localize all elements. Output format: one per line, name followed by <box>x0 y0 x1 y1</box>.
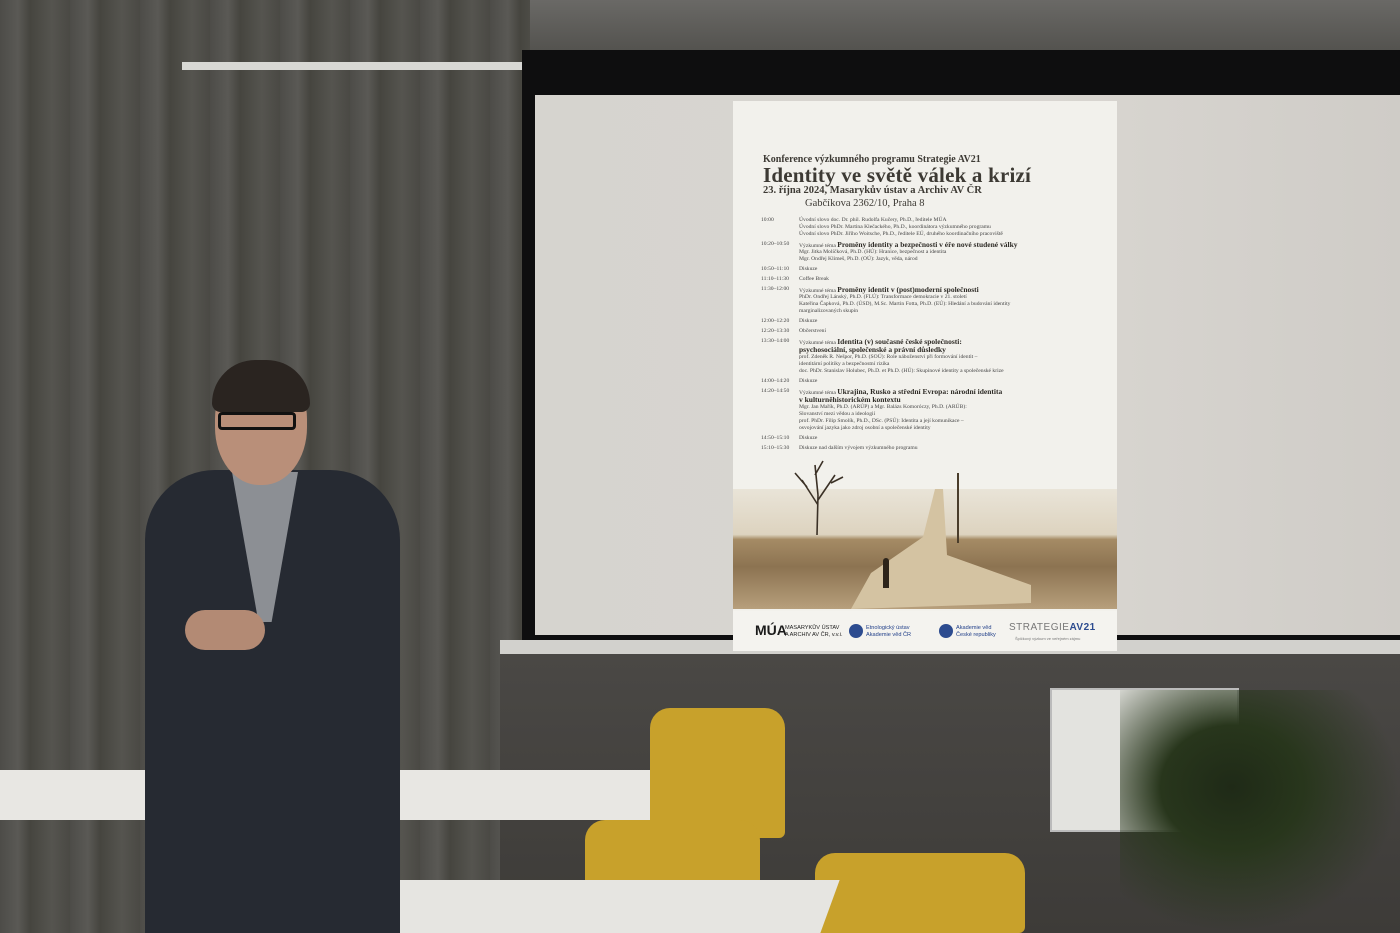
topic-title-line2: psychosociální, společenské a právní důsledky <box>799 345 946 354</box>
schedule-line: Kateřina Čapková, Ph.D. (ÚSD), M.Sc. Martin Fotta, Ph.D. (EÚ): Hledání a budování identity <box>799 301 1011 307</box>
topic-title: Proměny identity a bezpečnosti v éře nové studené války <box>837 240 1018 249</box>
schedule-line: Diskuze nad dalším vývojem výzkumného programu <box>799 445 918 451</box>
eu-logo-icon <box>849 624 863 638</box>
schedule-line: prof. Zdeněk R. Nešpor, Ph.D. (SOÚ): Role náboženství při formování identit – <box>799 354 978 360</box>
schedule-line: osvojování jazyka jako zdroj osobní a společenské identity <box>799 425 931 431</box>
topic-title-line2: v kulturněhistorickém kontextu <box>799 395 901 404</box>
schedule-line: doc. PhDr. Stanislav Holubec, Ph.D. et Ph.D. (HÚ): Skupinové identity a společenské krize <box>799 368 1004 374</box>
schedule-time: 13:30–14:00 <box>761 338 790 344</box>
logo-strip <box>733 611 1117 651</box>
utility-pole <box>957 473 959 543</box>
schedule-time: 12:00–12:20 <box>761 318 790 324</box>
presenter-hands <box>185 610 265 650</box>
schedule-line: identitární politiky a bezpečnostní rizika <box>799 361 890 367</box>
conference-poster <box>733 101 1117 651</box>
strategie-tagline: Špičkový výzkum ve veřejném zájmu <box>1015 636 1081 641</box>
schedule-line: Mgr. Jan Mařík, Ph.D. (ARÚP) a Mgr. Balázs Komoróczy, Ph.D. (ARÚB): <box>799 404 967 410</box>
schedule-time: 14:00–14:20 <box>761 378 790 384</box>
schedule-line: marginalizovaných skupin <box>799 308 859 314</box>
topic-prefix: Výzkumné téma <box>799 288 836 294</box>
chair <box>815 853 1025 933</box>
schedule-time: 10:00 <box>761 217 774 223</box>
schedule-line: Coffee Break <box>799 276 829 282</box>
topic-title: Proměny identit v (post)moderní společnosti <box>837 285 979 294</box>
schedule-line: Občerstvení <box>799 328 827 334</box>
poster-title: Identity ve světě válek a krizí <box>763 163 1032 187</box>
schedule-line: Mgr. Ondřej Klimeš, Ph.D. (OÚ): Jazyk, věda, národ <box>799 256 918 262</box>
schedule-time: 11:10–11:30 <box>761 276 789 282</box>
schedule-line: prof. PhDr. Filip Smolík, Ph.D., DSc. (PSÚ): Identita a její komunikace – <box>799 418 964 424</box>
schedule-time: 10:50–11:10 <box>761 266 790 272</box>
schedule-line: Úvodní slovo doc. Dr. phil. Rudolfa Kučery, Ph.D., ředitele MÚA <box>799 217 947 223</box>
poster-address: Gabčíkova 2362/10, Praha 8 <box>805 198 925 209</box>
plant <box>1120 690 1400 933</box>
mua-logo-text: MASARYKŮV ÚSTAV A ARCHIV AV ČR, v.v.i. <box>785 625 843 638</box>
schedule-time: 14:50–15:10 <box>761 435 790 441</box>
schedule-line: Diskuze <box>799 378 818 384</box>
schedule-line: PhDr. Ondřej Lánský, Ph.D. (FLÚ): Transformace demokracie v 21. století <box>799 294 967 300</box>
schedule-line: Mgr. Jitka Molíčková, Ph.D. (HÚ): Hranice, bezpečnost a identita <box>799 249 947 255</box>
schedule-time: 14:20–14:50 <box>761 388 790 394</box>
topic-prefix: Výzkumné téma <box>799 243 836 249</box>
topic-prefix: Výzkumné téma <box>799 390 836 396</box>
av-logo-icon <box>939 624 953 638</box>
poster-subtitle: Konference výzkumného programu Strategie AV21 <box>763 154 981 165</box>
schedule-line: Slovanství mezi vědou a ideologií <box>799 411 876 417</box>
schedule-time: 15:10–15:30 <box>761 445 790 451</box>
topic-title: Identita (v) současné české společnosti: <box>837 337 962 346</box>
ceiling-rail <box>182 62 522 70</box>
strategie-logo: STRATEGIEAV21 <box>1009 622 1096 633</box>
schedule-time: 10:20–10:50 <box>761 241 790 247</box>
schedule-line: Úvodní slovo PhDr. Jiřího Woitsche, Ph.D., ředitele EÚ, druhého koordinačního pracoviště <box>799 231 1003 237</box>
mua-logo-mark: MÚA <box>755 622 787 638</box>
walking-figure <box>883 558 889 588</box>
schedule-line: Úvodní slovo PhDr. Martina Klečackého, Ph.D., koordinátora výzkumného programu <box>799 224 991 230</box>
schedule-line: Diskuze <box>799 318 818 324</box>
topic-title: Ukrajina, Rusko a střední Evropa: národní identita <box>837 387 1003 396</box>
schedule-time: 11:30–12:00 <box>761 286 790 292</box>
glasses <box>218 412 296 430</box>
schedule-line: Diskuze <box>799 266 818 272</box>
tree-icon <box>787 455 847 535</box>
poster-date-venue: 23. října 2024, Masarykův ústav a Archiv AV ČR <box>763 185 982 196</box>
schedule-time: 12:20–13:30 <box>761 328 790 334</box>
chair <box>650 708 785 838</box>
topic-prefix: Výzkumné téma <box>799 340 836 346</box>
schedule-line: Diskuze <box>799 435 818 441</box>
eu-logo-text: Etnologický ústav Akademie věd ČR <box>866 625 912 638</box>
av-logo-text: Akademie věd České republiky <box>956 625 996 638</box>
